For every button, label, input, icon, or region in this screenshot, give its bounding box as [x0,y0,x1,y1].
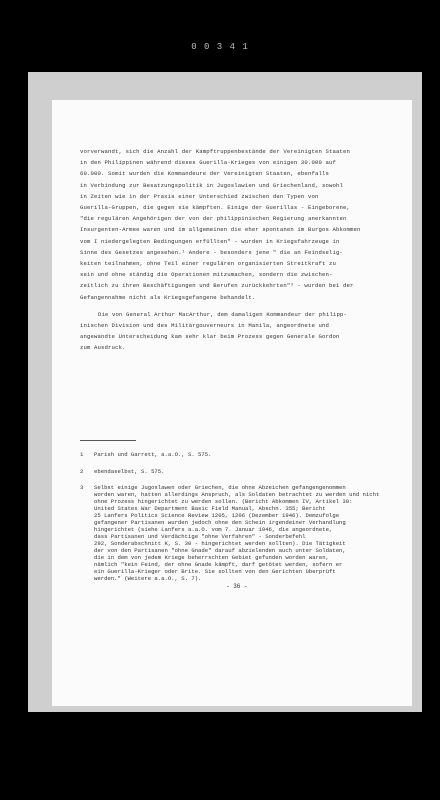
footnote-line: nämlich "kein Feind, der ohne Gnade kämpft, darf getötet werden, sofern er [94,561,343,568]
footnote-line: ein Guerilla-Krieger oder Brite. Sie sollten von den Gerichten überprüft [94,568,336,575]
footnote-line: Selbst einige Jugoslawen oder Griechen, die ohne Abzeichen gefangengenommen [94,484,346,491]
text-line: 60.000. Somit wurden die Kommandeure der Vereinigten Staaten, ebenfalls [80,170,329,178]
text-line: keiten teilnahmen, ohne Teil einer regulären organisierten Streitkraft zu [80,260,336,268]
reel-code: 0 0 3 4 1 [191,42,249,52]
text-line: Insurgenten-Armee waren und im allgemeinen die eher spontanen im Burgos Abkommen [80,226,361,234]
footnote-line: ohne Prozess hingerichtet zu werden sollen. (Bericht Abkommen IV, Artikel 30: [94,498,353,505]
footnote-line: werden." (Weitere a.a.O., S. 7). [94,575,202,582]
footnote-line: hingerichtet (siehe Lanfers a.a.O. vom 7. Januar 1946, die angeordnete, [94,526,333,533]
text-line: zum Ausdruck. [80,344,126,352]
text-line: vom I niedergelegten Bedingungen erfüllten" - wurden in Kriegsfahrzeuge in [80,237,340,245]
footnote-line: der von den Partisanen "ohne Gnade" darauf abzielenden auch unter Soldaten, [94,547,346,554]
text-line: in den Philippinen während dieses Guerilla-Krieges von einigen 30.000 auf [80,159,336,167]
footnote-number: 1 [80,451,84,458]
text-line: sein und ohne ständig die Operationen mitzumachen, sondern die zwischen- [80,271,333,279]
footnote-line: worden waren, hatten allerdings Anspruch, als Soldaten betrachtet zu werden und nicht [94,491,380,498]
footnote-line: Parish und Garrett, a.a.O., S. 575. [94,451,212,458]
footnote-line: 25 Lanfers Politics Science Review 1205, 1206 (Dezember 1946). Demzufolge [94,512,340,519]
text-line: angewandte Unterscheidung kam sehr klar beim Prozess gegen Generale Gordon [80,333,340,341]
footnote-line: die in dem von jedem Kriege beherrschten Gebiet gefunden worden waren, [94,554,329,561]
text-line: inischen Division und des Militärgouverneurs in Manila, angeordnete und [80,322,329,330]
footnote-line: gefangener Partisanen wurden jedoch ohne den Schein irgendeiner Verhandlung [94,519,346,526]
text-line: Die von General Arthur MacArthur, dem damaligen Kommandeur der philipp- [98,310,347,318]
text-line: Sinne des Gesetzes angesehen.¹ Andere - besonders jene " die an Feindselig- [80,248,344,256]
footnote-line: ebendaselbst, S. 575. [94,468,165,475]
footnote-line: 292, Sonderabschnitt K, S. 30 - hingerichtet werden sollten). Die Tätigkeit [94,540,346,547]
page-number: - 36 - [226,583,248,590]
text-line: "die regulären Angehörigen der von der philippinischen Regierung anerkannten [80,215,347,223]
footnote-line: United States War Department Basic Field Manual, Abschn. 355; Bericht [94,505,326,512]
text-line: Gefangennahme nicht als Kriegsgefangene behandelt. [80,293,256,301]
footnote-line: dass Partisanen und Verdächtige "ohne Verfahren" - Sonderbefehl [94,533,306,540]
text-line: vorverwandt, sich die Anzahl der Kampftruppenbestände der Vereinigten Staaten [80,148,351,155]
body-text [80,146,400,354]
text-line: Guerilla-Gruppen, die gegen sie kämpften. Einige der Guerillas - Eingeborene, [80,204,351,212]
text-line: in Zeiten wie in der Praxis einer Unterschied zwischen den Typen von [80,192,319,200]
footnote-number: 2 [80,468,84,475]
text-line: zeitlich zu ihren Beschäftigungen und Berufen zurückkehrten"² - wurden bei der [80,282,354,290]
footnote-divider [80,440,136,441]
text-line: in Verbindung zur Besatzungspolitik in Jugoslawien und Griechenland, sowohl [80,181,344,189]
footnote-number: 3 [80,484,84,491]
